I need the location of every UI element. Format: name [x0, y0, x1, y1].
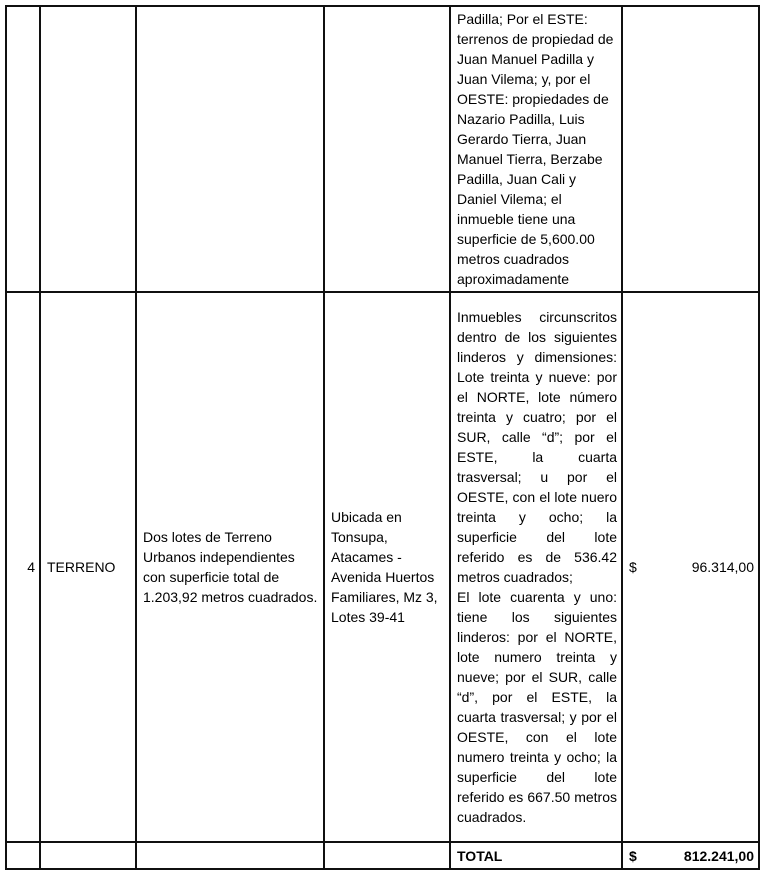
table-row-total [6, 842, 759, 869]
cell-property-type: TERRENO [40, 292, 136, 842]
cell-value [622, 292, 759, 842]
currency-symbol: $ [629, 847, 637, 864]
cell-description [136, 6, 324, 292]
cell-description [136, 842, 324, 869]
cell-item-number: 4 [6, 292, 40, 842]
boundaries-paragraph-1: Inmuebles circunscritos dentro de los siguientes linderos y dimensiones: Lote treinta y nueve: por el NORTE, lote número treinta y cuatro; por el SUR, calle “d”; por el ESTE, la cuarta trasversal; u por el OESTE, con el lote nuero treinta y ocho; la superficie del lote referido es de 536.42 metros cuadrados; [457, 309, 617, 585]
cell-value [622, 6, 759, 292]
amount-text: 812.241,00 [683, 847, 754, 864]
amount-text: 96.314,00 [691, 559, 754, 575]
cell-location [324, 842, 450, 869]
cell-property-type [40, 842, 136, 869]
cell-total-label: TOTAL [450, 842, 622, 869]
boundaries-text: Padilla; Por el ESTE: terrenos de propiedad de Juan Manuel Padilla y Juan Vilema; y, por el OESTE: propiedades de Nazario Padilla, Luis Gerardo Tierra, Juan Manuel Tierra, Berzabe Padilla, Juan Cali y Daniel Vilema; el inmueble tiene una superficie de 5,600.00 metros cuadrados aproximadamente [457, 11, 614, 287]
table-row-continuation [6, 6, 759, 292]
money-group [629, 846, 754, 866]
boundaries-paragraph-2: El lote cuarenta y uno: tiene los siguientes linderos: por el NORTE, lote numero treinta y nueve; por el SUR, calle “d”, por el ESTE, la cuarta trasversal; y por el OESTE, con el lote numero treinta y ocho; la superficie del lote referido es 667.50 metros cuadrados. [457, 589, 617, 825]
money-group [629, 557, 754, 577]
cell-location: Ubicada en Tonsupa, Atacames - Avenida Huertos Familiares, Mz 3, Lotes 39-41 [324, 292, 450, 842]
cell-boundaries [450, 292, 622, 842]
cell-property-type [40, 6, 136, 292]
cell-item-number [6, 842, 40, 869]
table-row-item-4 [6, 292, 759, 842]
cell-total-value [622, 842, 759, 869]
cell-description: Dos lotes de Terreno Urbanos independientes con superficie total de 1.203,92 metros cuadrados. [136, 292, 324, 842]
currency-symbol: $ [629, 559, 637, 575]
cell-boundaries [450, 6, 622, 292]
property-table [5, 5, 760, 870]
cell-location [324, 6, 450, 292]
cell-item-number [6, 6, 40, 292]
